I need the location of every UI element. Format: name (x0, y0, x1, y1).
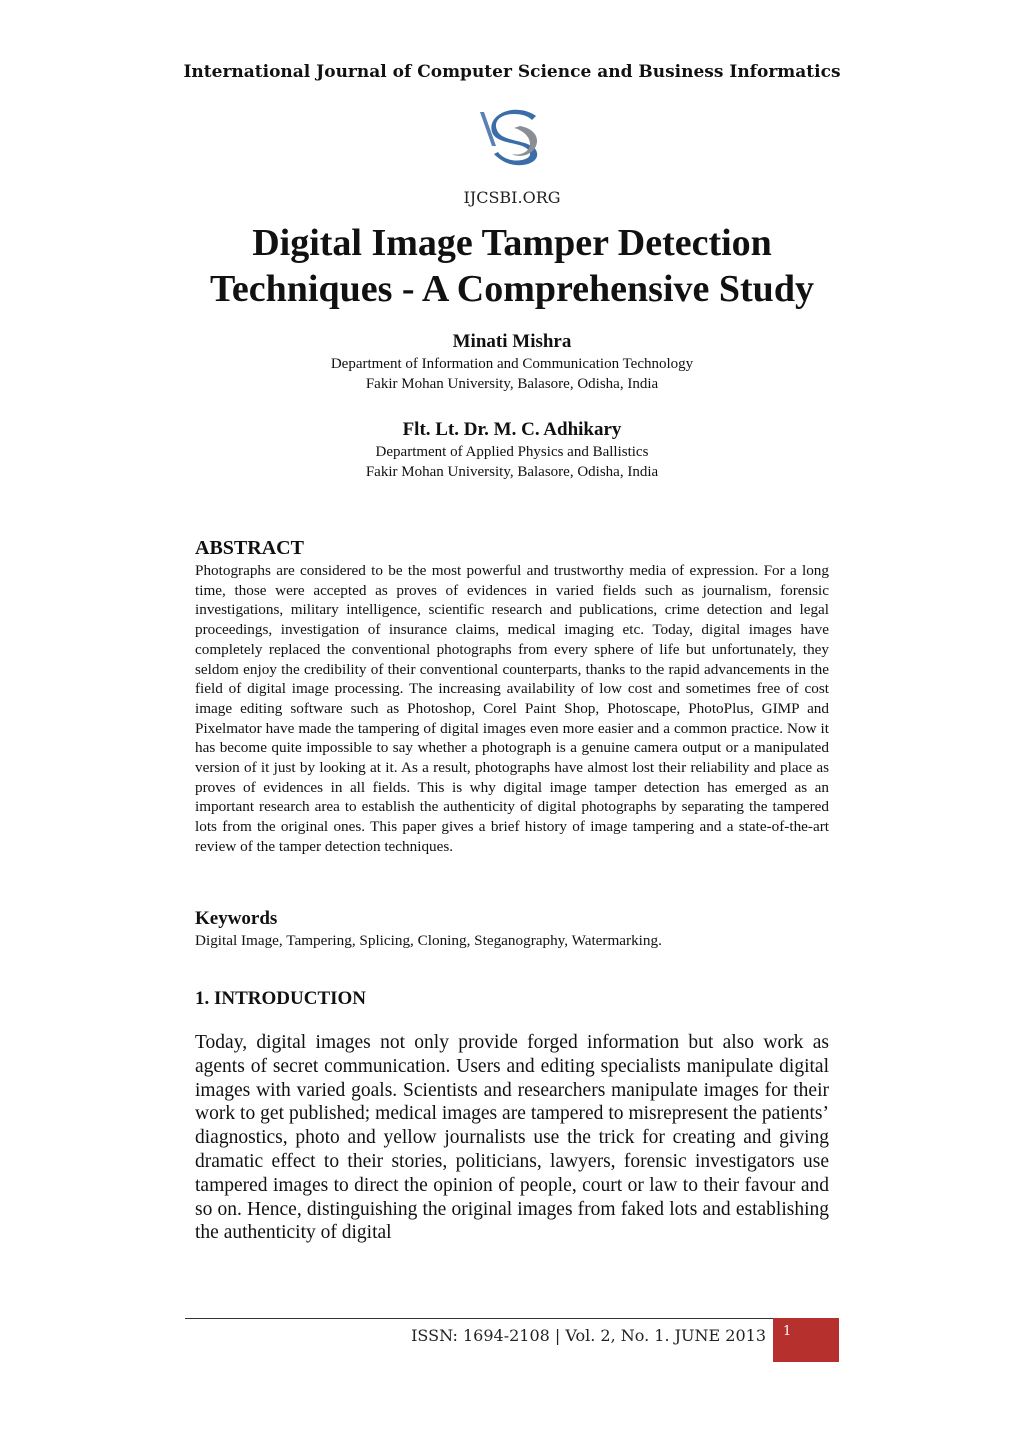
author-block-1 (0, 330, 1024, 394)
introduction-heading: 1. INTRODUCTION (195, 988, 367, 1009)
page-number-box (773, 1318, 839, 1362)
author-department: Department of Information and Communication Technology (330, 356, 694, 372)
keywords-text: Digital Image, Tampering, Splicing, Cloning, Steganography, Watermarking. (195, 932, 662, 949)
logo-mark (480, 110, 537, 165)
abstract-text: Photographs are considered to be the most powerful and trustworthy media of expression. For a long time, those were accepted as proves of evidences in varied fields such as journalism, forensic investigations, military intelligence, scientific research and publications, crime detection and legal proceedings, investigation of insurance claims, medical imaging etc. Today, digital images have completely replaced the conventional photographs from every sphere of life but unfortunately, they seldom enjoy the credibility of their conventional counterparts, thanks to the rapid advancements in the field of digital image processing. The increasing availability of low cost and sometimes free of cost image editing software such as Photoshop, Corel Paint Shop, Photoscape, PhotoPlus, GIMP and Pixelmator have made the tampering of digital images even more easier and a common practice. Now it has become quite impossible to say whether a photograph is a genuine camera output or a manipulated version of it just by looking at it. As a result, photographs have almost lost their reliability and place as proves of evidences in all fields. This is why digital image tamper detection has emerged as an important research area to establish the authenticity of digital photographs by separating the tampered lots from the original ones. This paper gives a brief history of image tampering and a state-of-the-art review of the tamper detection techniques. (195, 562, 829, 855)
footer-issn: ISSN: 1694-2108 | Vol. 2, No. 1. JUNE 2013 (411, 1326, 766, 1345)
author-name: Minati Mishra (452, 331, 572, 352)
title-line-1: Digital Image Tamper Detection (252, 222, 772, 264)
author-university: Fakir Mohan University, Balasore, Odisha, India (365, 464, 659, 480)
paper-title (100, 220, 924, 312)
journal-name: International Journal of Computer Science and Business Informatics (183, 62, 841, 82)
author-name: Flt. Lt. Dr. M. C. Adhikary (402, 419, 622, 440)
author-block-2 (0, 418, 1024, 482)
footer-divider (185, 1318, 773, 1319)
author-department: Department of Applied Physics and Ballistics (375, 444, 649, 460)
abstract-heading: ABSTRACT (195, 537, 304, 559)
page-number: 1 (783, 1324, 792, 1339)
title-line-2: Techniques - A Comprehensive Study (210, 268, 814, 310)
author-university: Fakir Mohan University, Balasore, Odisha, India (365, 376, 659, 392)
journal-logo (470, 106, 554, 172)
introduction-text: Today, digital images not only provide forged information but also work as agents of secret communication. Users and editing specialists manipulate digital images with varied goals. Scientists and researchers manipulate images for their work to get published; medical images are tampered to misrepresent the patients’ diagnostics, photo and yellow journalists use the trick for creating and giving dramatic effect to their stories, politicians, lawyers, forensic investigators use tampered images to direct the opinion of people, court or law to their favour and so on. Hence, distinguishing the original images from faked lots and establishing the authenticity of digital (195, 1032, 829, 1244)
journal-website: IJCSBI.ORG (463, 188, 561, 207)
keywords-heading: Keywords (195, 908, 278, 929)
